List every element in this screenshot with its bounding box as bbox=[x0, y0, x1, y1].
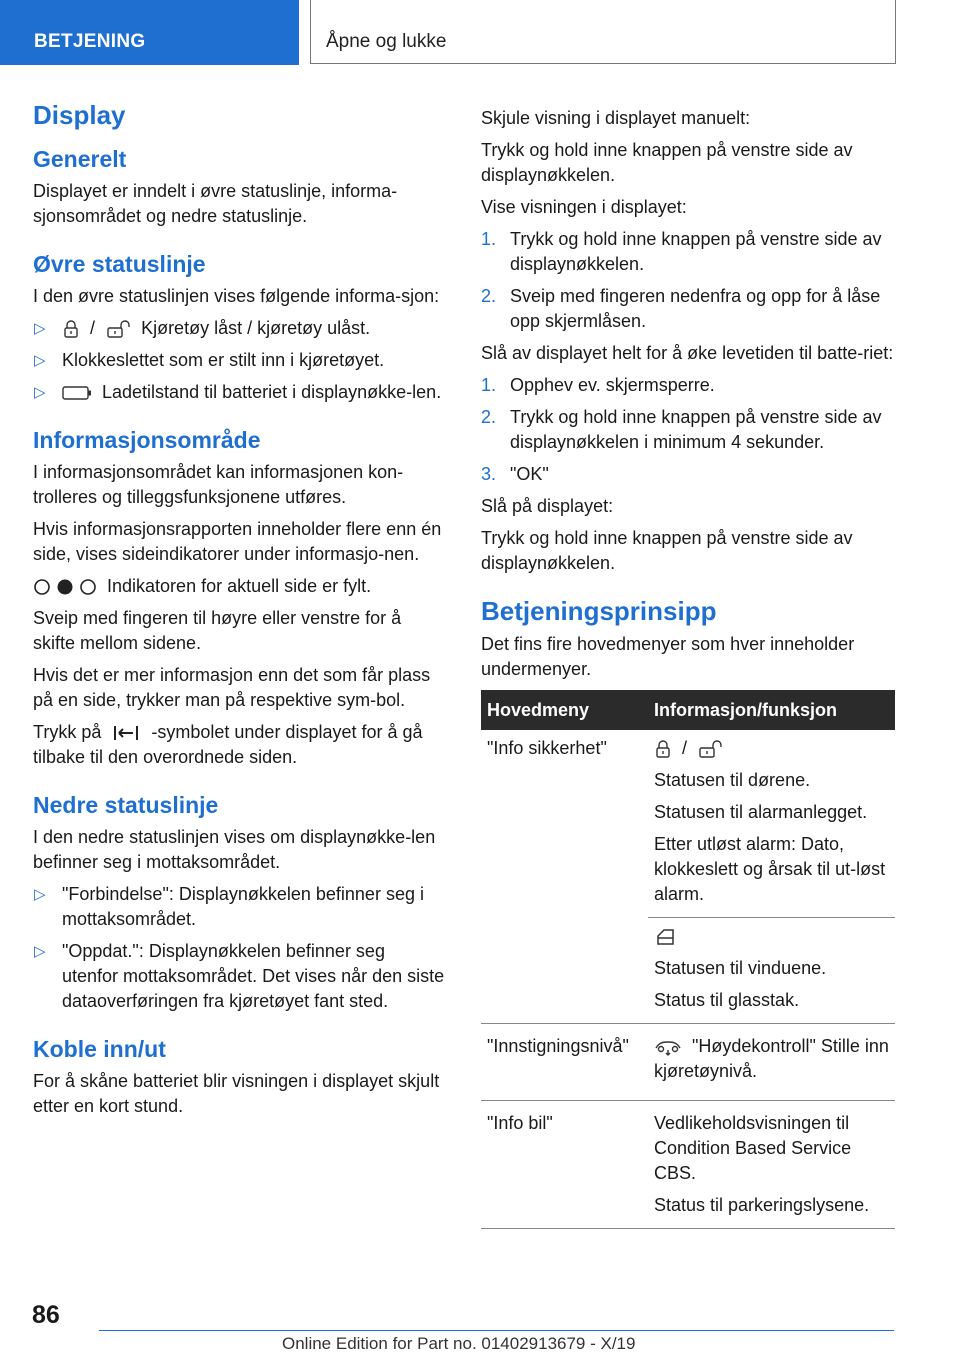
text-info-6-row bbox=[33, 720, 445, 770]
text-koble: For å skåne batteriet blir visningen i displayet skjult etter en kort stund. bbox=[33, 1071, 440, 1116]
text-r5: Slå på displayet: bbox=[481, 496, 614, 516]
left-column bbox=[33, 100, 445, 1126]
bullet-icon: ▷ bbox=[34, 352, 46, 369]
page-title: Display bbox=[33, 100, 126, 130]
text-nedre-intro: I den nedre statuslinjen vises om displaynøkke-len befinner seg i mottaksområdet. bbox=[33, 827, 436, 872]
item-text: "Oppdat.": Displaynøkkelen befinner seg utenfor mottaksområdet. Det vises når den siste dataoverføringen fra kjøretøyet fant sted. bbox=[62, 941, 445, 1011]
cell-text: Etter utløst alarm: Dato, klokkeslett og årsak til ut-løst alarm. bbox=[654, 834, 886, 904]
item-text: Ladetilstand til batteriet i displaynøkke-len. bbox=[102, 382, 442, 402]
step-number: 1. bbox=[481, 375, 497, 395]
text-info-2: Hvis informasjonsrapporten inneholder flere enn én side, vises sideindikatorer under informasjo-nen. bbox=[33, 519, 442, 564]
page-number: 86 bbox=[32, 1301, 60, 1329]
text-info-6a: Trykk på bbox=[33, 722, 102, 742]
list-item bbox=[33, 316, 445, 341]
cell-text: "Høydekontroll" Stille inn kjøretøynivå. bbox=[654, 1036, 889, 1081]
lock-open-icon bbox=[105, 320, 131, 338]
step-text: Trykk og hold inne knappen på venstre side av displaynøkkelen i minimum 4 sekunder. bbox=[510, 407, 882, 452]
list-item bbox=[33, 939, 445, 1014]
text-r3: Vise visningen i displayet: bbox=[481, 197, 687, 217]
text-r2: Trykk og hold inne knappen på venstre side av displaynøkkelen. bbox=[481, 140, 853, 185]
lock-closed-icon bbox=[654, 740, 672, 758]
separator: / bbox=[682, 738, 688, 758]
text-prinsipp: Det fins fire hovedmenyer som hver inneholder undermenyer. bbox=[481, 634, 855, 679]
text-info-5: Hvis det er mer informasjon enn det som får plass på en side, trykker man på respektive sym-bol. bbox=[33, 665, 431, 710]
bullet-icon: ▷ bbox=[34, 943, 46, 960]
text-info-4: Sveip med fingeren til høyre eller venstre for å skifte mellom sidene. bbox=[33, 608, 402, 653]
lock-open-icon bbox=[697, 740, 723, 758]
text-info-3: Indikatoren for aktuell side er fylt. bbox=[107, 576, 372, 596]
text-r6: Trykk og hold inne knappen på venstre side av displaynøkkelen. bbox=[481, 528, 853, 573]
cell-text: Statusen til alarmanlegget. bbox=[654, 802, 868, 822]
step-number: 3. bbox=[481, 464, 497, 484]
table-cell-menu: "Innstigningsnivå" bbox=[481, 1024, 648, 1101]
cell-text: Status til parkeringslysene. bbox=[654, 1195, 870, 1215]
bullet-icon: ▷ bbox=[34, 320, 46, 337]
header-chapter-tab bbox=[310, 0, 896, 64]
steps-list-2 bbox=[481, 373, 895, 487]
text-info-3-row bbox=[33, 574, 445, 599]
heading-prinsipp: Betjeningsprinsipp bbox=[481, 596, 717, 626]
item-text: "Forbindelse": Displaynøkkelen befinner seg i mottaksområdet. bbox=[62, 884, 424, 929]
heading-generelt: Generelt bbox=[33, 146, 127, 172]
item-text: Kjøretøy låst / kjøretøy ulåst. bbox=[141, 318, 371, 338]
table-cell-info bbox=[648, 1024, 895, 1101]
heading-ovre: Øvre statuslinje bbox=[33, 251, 206, 277]
table-row bbox=[481, 1024, 895, 1101]
step-text: Sveip med fingeren nedenfra og opp for å låse opp skjermlåsen. bbox=[510, 286, 881, 331]
text-generelt: Displayet er inndelt i øvre statuslinje, informa-sjonsområdet og nedre statuslinje. bbox=[33, 181, 398, 226]
table-header-row bbox=[481, 690, 895, 730]
lock-closed-icon bbox=[62, 320, 80, 338]
bullet-icon: ▷ bbox=[34, 384, 46, 401]
car-height-icon bbox=[654, 1038, 682, 1056]
window-icon bbox=[654, 928, 676, 946]
table-cell-menu: "Info bil" bbox=[481, 1101, 648, 1229]
step-number: 2. bbox=[481, 286, 497, 306]
cell-text: Status til glasstak. bbox=[654, 990, 800, 1010]
table-cell-info bbox=[648, 1101, 895, 1229]
ovre-list bbox=[33, 316, 445, 405]
table-cell-info bbox=[648, 918, 895, 1024]
table-cell-info bbox=[648, 730, 895, 918]
bullet-icon: ▷ bbox=[34, 886, 46, 903]
text-r1: Skjule visning i displayet manuelt: bbox=[481, 108, 751, 128]
item-text: Klokkeslettet som er stilt inn i kjøretøyet. bbox=[62, 350, 385, 370]
text-ovre-intro: I den øvre statuslinjen vises følgende informa-sjon: bbox=[33, 286, 440, 306]
text-r4: Slå av displayet helt for å øke levetiden til batte-riet: bbox=[481, 343, 894, 363]
step-text: "OK" bbox=[510, 464, 549, 484]
table-cell-menu: "Info sikkerhet" bbox=[481, 730, 648, 1024]
window-icon-row bbox=[654, 924, 889, 949]
step-text: Opphev ev. skjermsperre. bbox=[510, 375, 715, 395]
heading-informasjonsomrade: Informasjonsområde bbox=[33, 427, 261, 453]
header-section-tab bbox=[0, 0, 299, 65]
list-item bbox=[33, 348, 445, 373]
right-column bbox=[481, 106, 895, 1229]
footer-divider bbox=[99, 1330, 894, 1331]
step-item bbox=[481, 405, 895, 455]
battery-icon bbox=[62, 386, 92, 400]
step-item bbox=[481, 373, 895, 398]
steps-list-1 bbox=[481, 227, 895, 334]
step-number: 1. bbox=[481, 229, 497, 249]
separator: / bbox=[90, 318, 96, 338]
table-header: Informasjon/funksjon bbox=[648, 690, 895, 730]
step-item bbox=[481, 284, 895, 334]
cell-text: Vedlikeholdsvisningen til Condition Based Service CBS. bbox=[654, 1113, 852, 1183]
footer-edition: Online Edition for Part no. 01402913679 - X/19 bbox=[282, 1334, 636, 1353]
header-chapter: Åpne og lukke bbox=[326, 31, 447, 52]
header-section: BETJENING bbox=[34, 31, 146, 52]
step-text: Trykk og hold inne knappen på venstre side av displaynøkkelen. bbox=[510, 229, 882, 274]
list-item bbox=[33, 882, 445, 932]
back-arrow-icon bbox=[111, 724, 141, 742]
nedre-list bbox=[33, 882, 445, 1014]
lock-icons-row bbox=[654, 736, 889, 761]
cell-text: Statusen til vinduene. bbox=[654, 958, 827, 978]
text-info-1: I informasjonsområdet kan informasjonen kon-trolleres og tilleggsfunksjonene utføres. bbox=[33, 462, 404, 507]
step-number: 2. bbox=[481, 407, 497, 427]
table-header: Hovedmeny bbox=[481, 690, 648, 730]
table-row bbox=[481, 730, 895, 918]
heading-nedre: Nedre statuslinje bbox=[33, 792, 219, 818]
menu-table bbox=[481, 690, 895, 1229]
step-item bbox=[481, 462, 895, 487]
page-dots-icon bbox=[33, 578, 97, 596]
text-info-6b: -symbolet under displayet for å gå tilbake til den overordnede siden. bbox=[33, 722, 423, 767]
list-item bbox=[33, 380, 445, 405]
step-item bbox=[481, 227, 895, 277]
heading-koble: Koble inn/ut bbox=[33, 1036, 166, 1062]
table-row bbox=[481, 1101, 895, 1229]
cell-text: Statusen til dørene. bbox=[654, 770, 811, 790]
